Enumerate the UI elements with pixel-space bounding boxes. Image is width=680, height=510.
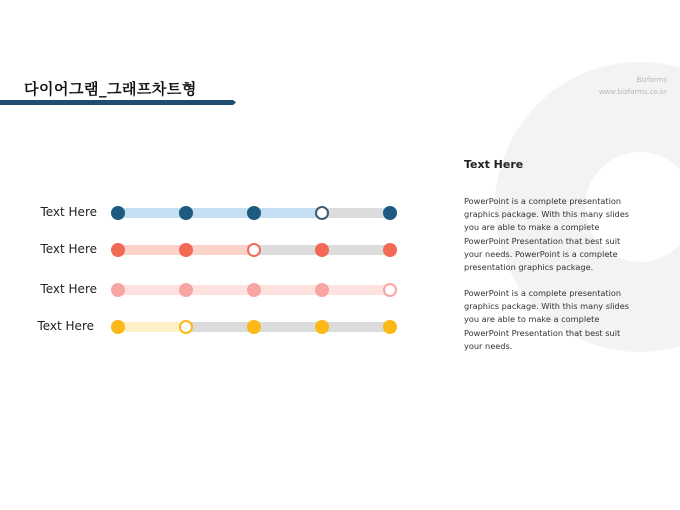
step-dot (111, 320, 125, 334)
step-dot (111, 243, 125, 257)
step-dot (247, 320, 261, 334)
sidebar-paragraph-2: PowerPoint is a complete presentation graphics package. With this many slides you are able to make a complete PowerPoint Presentation that best suit your needs. (464, 288, 630, 351)
brand-url: www.bizforms.co.kr (598, 88, 667, 96)
row-label: Text Here (40, 205, 97, 219)
brand-name: Bizforms (636, 76, 667, 84)
step-dot (179, 283, 193, 297)
step-dot (111, 206, 125, 220)
step-dot (315, 283, 329, 297)
step-dot (315, 243, 329, 257)
sidebar-paragraph-1: PowerPoint is a complete presentation graphics package. With this many slides you are able to make a complete PowerPoint Presentation that best suit your needs. PowerPoint is a complete presentation graphics package. (464, 196, 630, 273)
sidebar-heading: Text Here (464, 158, 524, 171)
step-dot (315, 320, 329, 334)
row-label: Text Here (40, 242, 97, 256)
title-underline-bar (0, 100, 236, 105)
current-step-marker (179, 320, 193, 334)
page-title: 다이어그램_그래프차트형 (24, 80, 197, 98)
step-dot (383, 320, 397, 334)
row-label: Text Here (40, 282, 97, 296)
step-dot (179, 243, 193, 257)
step-dot (247, 283, 261, 297)
step-dot (111, 283, 125, 297)
step-dot (179, 206, 193, 220)
brand-watermark (599, 74, 667, 98)
current-step-marker (315, 206, 329, 220)
step-dot (247, 206, 261, 220)
step-dot (383, 243, 397, 257)
current-step-marker (247, 243, 261, 257)
current-step-marker (383, 283, 397, 297)
step-dot (383, 206, 397, 220)
row-label: Text Here (37, 319, 94, 333)
track-fill (113, 208, 322, 218)
